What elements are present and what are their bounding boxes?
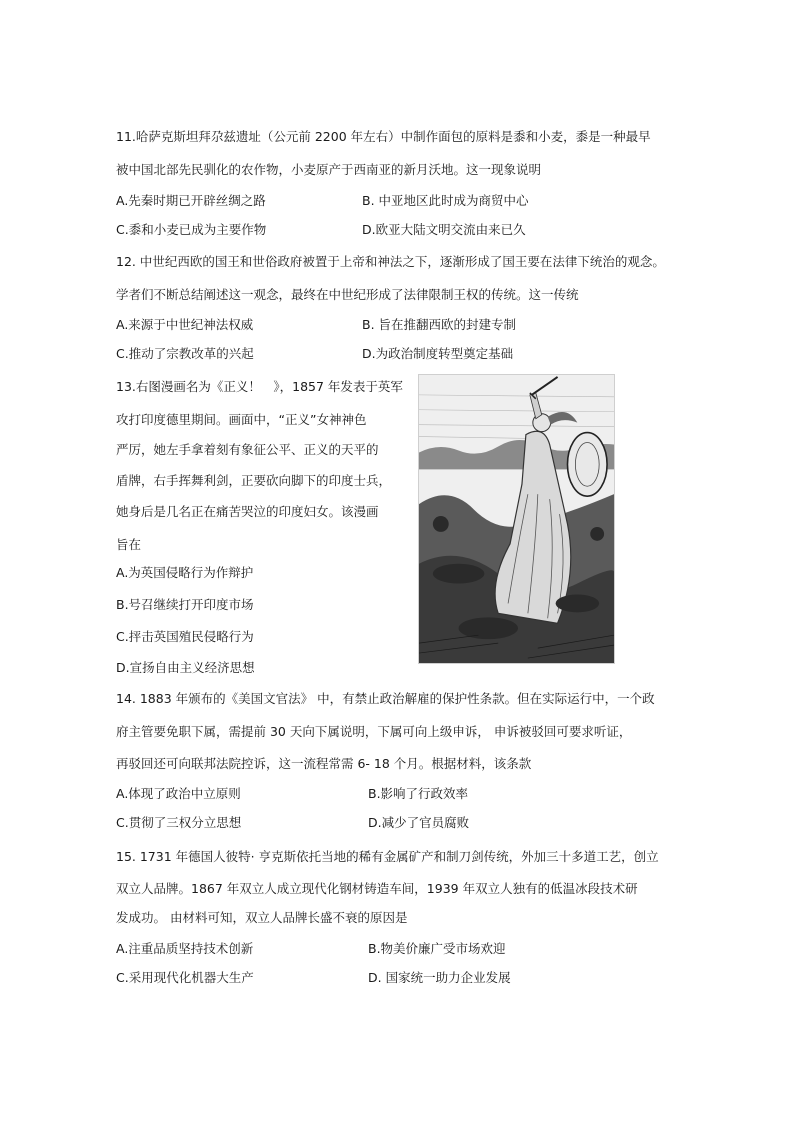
q14-option-a: A.体现了政治中立原则	[116, 786, 241, 801]
q15-stem-line-1: 15. 1731 年德国人彼特· 亨克斯依托当地的稀有金属矿产和制刀剑传统，外加三十多道工艺，创立	[116, 849, 659, 864]
q14-option-c: C.贯彻了三权分立思想	[116, 815, 242, 830]
q15-stem-line-3: 发成功。 由材料可知，双立人品牌长盛不衰的原因是	[116, 910, 408, 925]
q12-option-a: A.来源于中世纪神法权威	[116, 317, 254, 332]
q11-option-a: A.先秦时期已开辟丝绸之路	[116, 193, 266, 208]
q13-stem-line-1: 13.右图漫画名为《正义！ 》，1857 年发表于英军	[116, 379, 403, 394]
q13-option-a: A.为英国侵略行为作辩护	[116, 565, 254, 580]
justice-cartoon-image	[418, 374, 615, 664]
q13-stem-line-3: 严厉，她左手拿着刻有象征公平、正义的天平的	[116, 442, 379, 457]
q15-option-d: D. 国家统一助力企业发展	[368, 970, 511, 985]
q12-stem-line-2: 学者们不断总结阐述这一观念，最终在中世纪形成了法律限制王权的传统。这一传统	[116, 287, 579, 302]
q15-option-a: A.注重品质坚持技术创新	[116, 941, 254, 956]
q14-stem-line-2: 府主管要免职下属，需提前 30 天向下属说明，下属可向上级申诉， 申诉被驳回可要求听证，	[116, 724, 632, 739]
q13-stem-line-4: 盾牌，右手挥舞利剑，正要砍向脚下的印度士兵，	[116, 473, 392, 488]
q13-option-d: D.宣扬自由主义经济思想	[116, 660, 255, 675]
q14-stem-line-1: 14. 1883 年颁布的《美国文官法》 中，有禁止政治解雇的保护性条款。但在实际运行中，一个政	[116, 691, 655, 706]
q11-option-d: D.欧亚大陆文明交流由来已久	[362, 222, 526, 237]
q14-option-b: B.影响了行政效率	[368, 786, 469, 801]
q13-stem-line-5: 她身后是几名正在痛苦哭泣的印度妇女。该漫画	[116, 504, 379, 519]
q15-stem-line-2: 双立人品牌。1867 年双立人成立现代化钢材铸造车间，1939 年双立人独有的低温冰段技术研	[116, 881, 638, 896]
q13-stem-line-2: 攻打印度德里期间。画面中，“正义”女神神色	[116, 412, 367, 427]
q12-option-b: B. 旨在推翻西欧的封建专制	[362, 317, 517, 332]
q11-stem-line-1: 11.哈萨克斯坦拜尕兹遗址（公元前 2200 年左右）中制作面包的原料是黍和小麦，黍是一种最早	[116, 129, 651, 144]
q14-stem-line-3: 再驳回还可向联邦法院控诉，这一流程常需 6- 18 个月。根据材料，该条款	[116, 756, 532, 771]
q12-option-c: C.推动了宗教改革的兴起	[116, 346, 254, 361]
q12-stem-line-1: 12. 中世纪西欧的国王和世俗政府被置于上帝和神法之下，逐渐形成了国王要在法律下统治的观念。	[116, 254, 665, 269]
q11-option-b: B. 中亚地区此时成为商贸中心	[362, 193, 529, 208]
q13-option-b: B.号召继续打开印度市场	[116, 597, 254, 612]
q12-option-d: D.为政治制度转型奠定基础	[362, 346, 514, 361]
q13-stem-line-6: 旨在	[116, 537, 142, 552]
q15-option-b: B.物美价廉广受市场欢迎	[368, 941, 506, 956]
q14-option-d: D.减少了官员腐败	[368, 815, 470, 830]
q15-option-c: C.采用现代化机器大生产	[116, 970, 254, 985]
q13-option-c: C.抨击英国殖民侵略行为	[116, 629, 254, 644]
q11-option-c: C.黍和小麦已成为主要作物	[116, 222, 267, 237]
q11-stem-line-2: 被中国北部先民驯化的农作物，小麦原产于西南亚的新月沃地。这一现象说明	[116, 162, 542, 177]
